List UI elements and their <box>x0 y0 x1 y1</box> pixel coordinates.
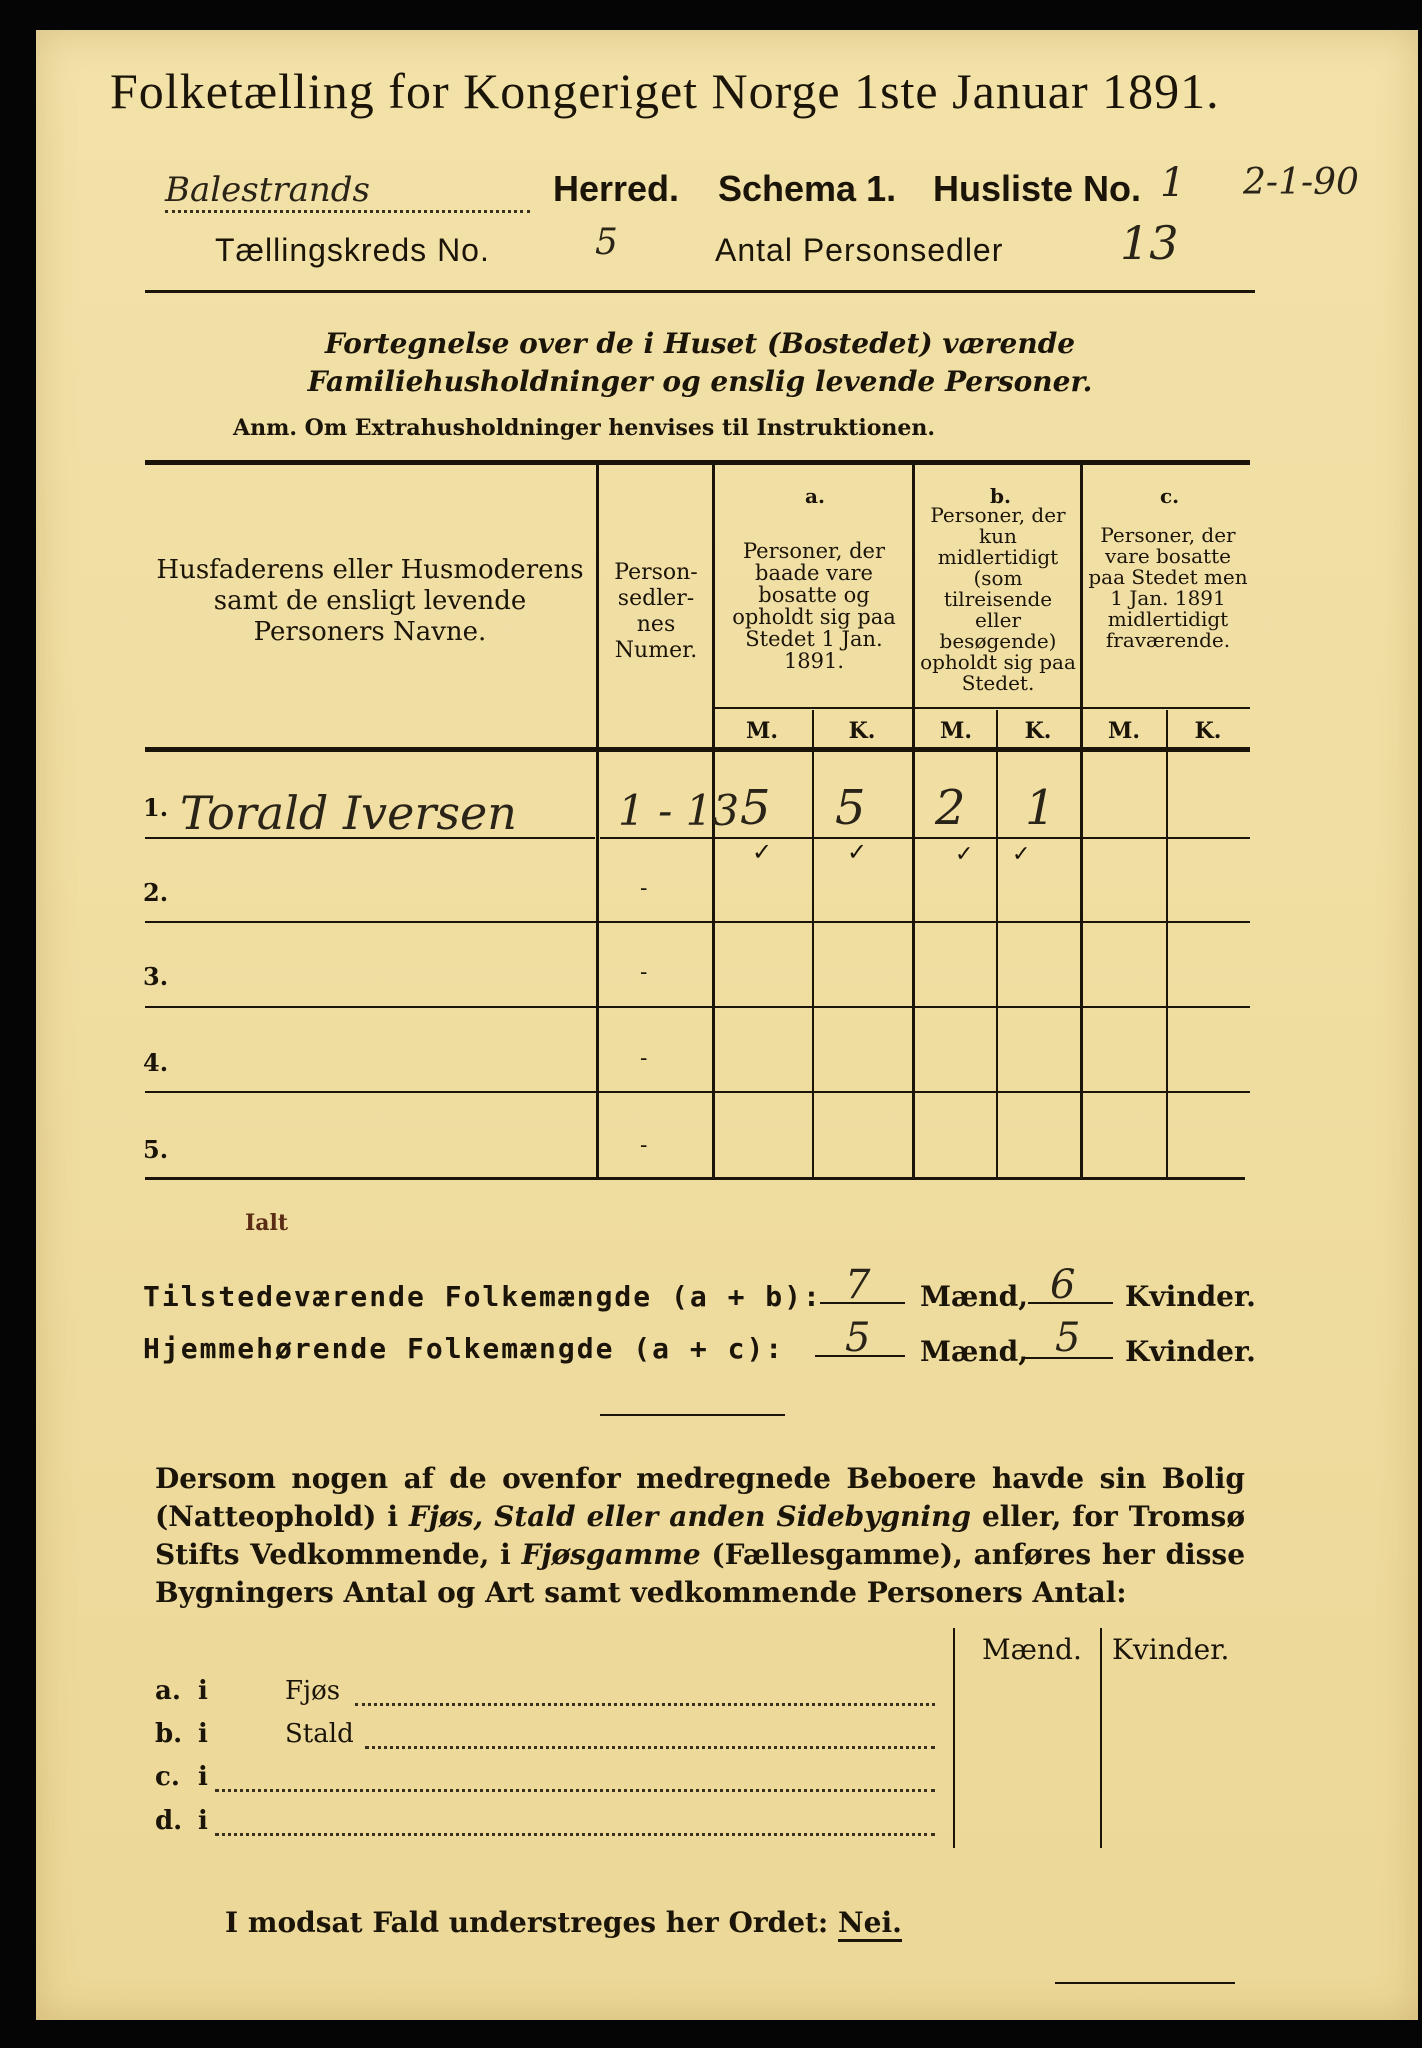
row-numer: - <box>640 1046 648 1071</box>
row-name: Torald Iversen <box>180 786 517 840</box>
herred-label: Herred. <box>553 168 680 209</box>
tilstede-maend: 7 <box>845 1262 871 1308</box>
hjemme-maend: 5 <box>845 1315 871 1361</box>
item-letter: d. <box>155 1806 183 1836</box>
husliste-note: 2-1-90 <box>1243 162 1359 203</box>
row-number: 1. <box>143 793 169 822</box>
hjemme-kvinder: 5 <box>1055 1315 1081 1361</box>
kvinder-label: Kvinder. <box>1125 1280 1256 1313</box>
divider <box>145 290 1255 293</box>
row-b-m: 2 <box>935 780 966 836</box>
form-title: Folketælling for Kongeriget Norge 1ste Januar 1891. <box>110 63 1220 119</box>
item-label: Stald <box>285 1719 354 1749</box>
schema-label: Schema 1. <box>718 168 897 209</box>
row-numer: - <box>640 960 648 985</box>
table-header-rule <box>145 747 1250 752</box>
dotted-line <box>215 1833 935 1836</box>
row-numer: 1 - 13 <box>618 786 740 835</box>
check-mark-icon: ✓ <box>1012 842 1031 867</box>
para-text: (Fællesgamme), anføres her disse Bygningers Antal og Art samt vedkommende Personers Antal: <box>155 1538 1246 1609</box>
buildings-maend-header: Mænd. <box>982 1633 1082 1666</box>
item-label: Fjøs <box>285 1676 341 1706</box>
husliste-value: 1 <box>1160 160 1186 206</box>
bottom-rule <box>1055 1982 1235 1984</box>
herred-value: Balestrands <box>165 170 530 213</box>
col-a-m: M. <box>745 718 778 744</box>
col-c-m: M. <box>1107 718 1140 744</box>
row-line <box>600 837 1250 839</box>
check-mark-icon: ✓ <box>955 842 974 867</box>
table-bottom-rule <box>145 1177 1245 1180</box>
row-numer: - <box>640 1133 648 1158</box>
hjemme-label: Hjemmehørende Folkemængde (a + c): <box>143 1332 785 1365</box>
col-numer-header: Person-sedler-nes Numer. <box>614 560 698 663</box>
col-b-k: K. <box>1024 718 1052 744</box>
vline <box>1100 1628 1102 1848</box>
item-i: i <box>198 1719 208 1749</box>
footer-word: Nei. <box>838 1906 902 1942</box>
col-c-letter: c. <box>1160 484 1180 508</box>
row-a-k: 5 <box>835 780 866 836</box>
row-line <box>145 1091 1250 1093</box>
item-letter: c. <box>155 1762 180 1792</box>
col-a-letter: a. <box>805 484 825 508</box>
row-numer: - <box>640 876 648 901</box>
dotted-line <box>215 1789 935 1792</box>
mk-rule <box>712 707 1250 709</box>
col-b-letter: b. <box>990 484 1011 508</box>
col-a-k: K. <box>848 718 876 744</box>
col-c-header: Personer, der vare bosatte paa Stedet men 1 Jan. 1891 midlertidigt fraværende. <box>1088 523 1248 652</box>
item-i: i <box>198 1806 208 1836</box>
para-text: Fjøsgamme <box>521 1538 701 1571</box>
row-line <box>145 1006 1250 1008</box>
col-c-k: K. <box>1194 718 1222 744</box>
vline <box>1166 710 1168 1177</box>
vline <box>1080 465 1083 1177</box>
kreds-label: Tællingskreds No. <box>215 232 490 268</box>
ialt-label: Ialt <box>245 1210 289 1236</box>
kvinder-label: Kvinder. <box>1125 1335 1256 1368</box>
dotted-line <box>365 1746 935 1749</box>
footer-line <box>225 1906 902 1939</box>
col-a-header: Personer, der baade vare bosatte og opholdt sig paa Stedet 1 Jan. 1891. <box>732 539 896 673</box>
item-letter: a. <box>155 1676 181 1706</box>
col-b-header: Personer, der kun midlertidigt (som tilreisende eller besøgende) opholdt sig paa Stedet. <box>920 503 1076 695</box>
vline <box>812 710 814 1177</box>
antal-label: Antal Personsedler <box>715 232 1004 268</box>
footer-text: I modsat Fald understreges her Ordet: <box>225 1906 839 1939</box>
para-text: Dersom nogen af de ovenfor medregnede Beboere havde sin Bolig (Natteophold) i <box>155 1462 1245 1533</box>
kreds-value: 5 <box>595 222 618 263</box>
item-i: i <box>198 1676 208 1706</box>
annotation-note: Anm. Om Extrahusholdninger henvises til Instruktionen. <box>233 415 936 441</box>
short-divider <box>600 1414 785 1416</box>
dotted-line <box>355 1703 935 1706</box>
row-number: 4. <box>143 1048 169 1077</box>
vline <box>996 710 998 1177</box>
buildings-kvinder-header: Kvinder. <box>1112 1633 1230 1666</box>
check-mark-icon: ✓ <box>752 838 773 866</box>
vline <box>596 465 599 1177</box>
row-b-k: 1 <box>1025 780 1056 836</box>
check-mark-icon: ✓ <box>847 838 868 866</box>
tilstede-label: Tilstedeværende Folkemængde (a + b): <box>143 1280 822 1313</box>
maend-label: Mænd, <box>920 1280 1028 1313</box>
antal-value: 13 <box>1120 216 1179 270</box>
col-b-m: M. <box>939 718 972 744</box>
item-i: i <box>198 1762 208 1792</box>
row-number: 5. <box>143 1135 169 1164</box>
herred-row <box>165 168 530 213</box>
table-top-rule <box>145 460 1250 465</box>
row-line <box>145 921 1250 923</box>
col-names-header: Husfaderens eller Husmoderens samt de ensligt levende Personers Navne. <box>156 555 584 647</box>
row-a-m: 5 <box>740 780 771 836</box>
vline <box>953 1628 955 1848</box>
row-number: 2. <box>143 878 169 907</box>
row-number: 3. <box>143 962 169 991</box>
item-letter: b. <box>155 1719 183 1749</box>
para-text: eller, for Tromsø Stifts Vedkommende, i <box>155 1500 1245 1571</box>
vline <box>912 465 915 1177</box>
husliste-label: Husliste No. <box>933 168 1142 209</box>
sidebuilding-paragraph <box>155 1460 1245 1612</box>
tilstede-kvinder: 6 <box>1050 1262 1076 1308</box>
para-text: Fjøs, Stald eller anden Sidebygning <box>408 1500 971 1533</box>
maend-label: Mænd, <box>920 1335 1028 1368</box>
form-intro: Fortegnelse over de i Huset (Bostedet) værende Familiehusholdninger og enslig levende Personer. <box>307 327 1093 398</box>
